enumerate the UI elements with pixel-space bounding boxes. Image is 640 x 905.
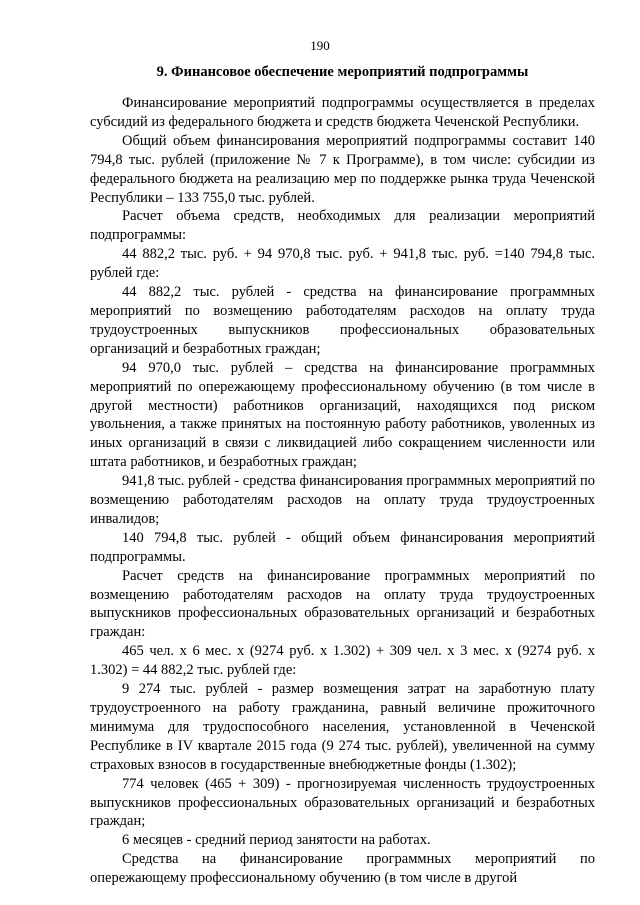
section-title: 9. Финансовое обеспечение мероприятий подпрограммы	[156, 64, 529, 80]
body-text	[90, 94, 595, 888]
paragraph-wage-compensation: 9 274 тыс. рублей - размер возмещения затрат на заработную плату трудоустроенного на работу гражданина, равный величине прожиточного минимума для трудоспособного населения, установленной в Чеченской Республике в IV квартале 2015 года (9 274 тыс. рублей), увеличенной на сумму страховых взносов в государственные внебюджетные фонды (1.302);	[90, 681, 595, 773]
paragraph-headcount: 774 человек (465 + 309) - прогнозируемая численность трудоустроенных выпускников профессиональных образовательных организаций и безработных граждан;	[90, 775, 595, 830]
paragraph-training-funds-continued: Средства на финансирование программных мероприятий по опережающему профессиональному обучению (в том числе в другой	[90, 851, 595, 887]
paragraph-calculation-intro: Расчет объема средств, необходимых для реализации мероприятий подпрограммы:	[90, 208, 595, 244]
paragraph-training-funds: 94 970,0 тыс. рублей – средства на финансирование программных мероприятий по опережающему профессиональному обучению (в том числе в другой местности) работников организаций, находящихся под риском увольнения, а также принятых на постоянную работу работников, уволенных из иных организаций в связи с ликвидацией либо сокращением численности или штата работников, и безработных граждан;	[90, 359, 595, 471]
paragraph-financing-sources: Финансирование мероприятий подпрограммы осуществляется в пределах субсидий из федерального бюджета и средств бюджета Чеченской Республики.	[90, 95, 595, 130]
paragraph-total-volume: Общий объем финансирования мероприятий подпрограммы составит 140 794,8 тыс. рублей (приложение № 7 к Программе), в том числе: субсидии из федерального бюджета на реализацию мер по поддержке рынка труда Чеченской Республики – 133 755,0 тыс. рублей.	[90, 132, 595, 206]
paragraph-total-summary: 140 794,8 тыс. рублей - общий объем финансирования мероприятий подпрограммы.	[90, 529, 595, 565]
paragraph-graduates-formula: 465 чел. x 6 мес. x (9274 руб. x 1.302) + 309 чел. x 3 мес. x (9274 руб. x 1.302) = 44 882,2 тыс. рублей где:	[90, 643, 595, 679]
paragraph-graduates-funds: 44 882,2 тыс. рублей - средства на финансирование программных мероприятий по возмещению работодателям расходов на оплату труда трудоустроенных выпускников профессиональных образовательных организаций и безработных граждан;	[90, 284, 595, 357]
paragraph-disabled-funds: 941,8 тыс. рублей - средства финансирования программных мероприятий по возмещению работодателям расходов на оплату труда трудоустроенных инвалидов;	[90, 473, 595, 527]
paragraph-total-formula: 44 882,2 тыс. руб. + 94 970,8 тыс. руб. + 941,8 тыс. руб. =140 794,8 тыс. рублей где:	[90, 246, 595, 282]
paragraph-employment-period: 6 месяцев - средний период занятости на работах.	[122, 832, 431, 849]
page-number: 190	[310, 38, 330, 53]
paragraph-graduates-calculation-intro: Расчет средств на финансирование программных мероприятий по возмещению работодателям расходов на оплату труда трудоустроенных выпускников профессиональных образовательных организаций и безработных граждан:	[90, 567, 595, 641]
